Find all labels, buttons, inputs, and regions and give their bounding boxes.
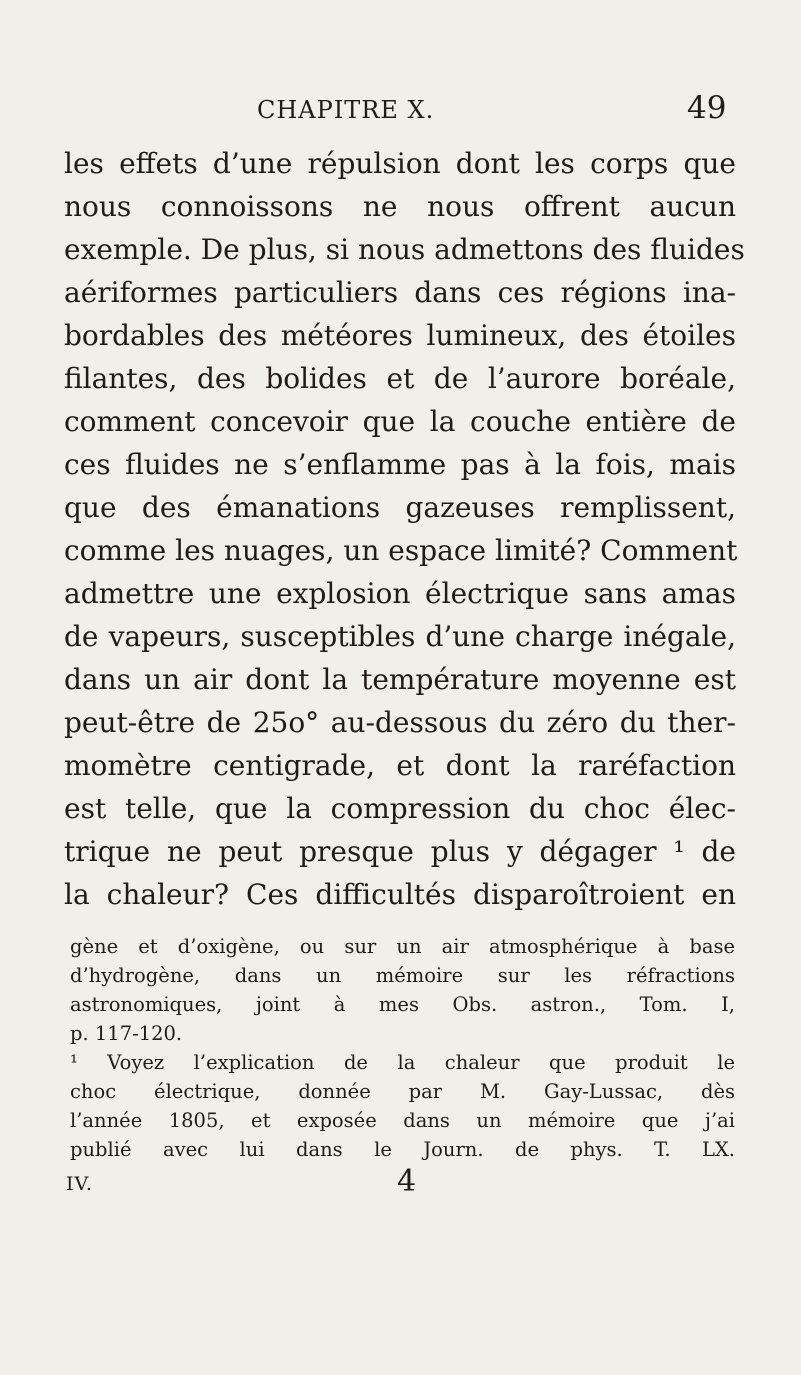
text-line: peut-être de 25o° au-dessous du zéro du ther- [64,706,736,739]
signature-mark: IV. [66,1173,93,1195]
signature-number: 4 [397,1164,417,1199]
text-line: aériformes particuliers dans ces régions ina- [64,276,736,309]
page-header [0,90,801,130]
text-line: les effets d’une répulsion dont les corps que [64,147,736,180]
text-line: comme les nuages, un espace limité? Comment [64,534,738,567]
text-line: filantes, des bolides et de l’aurore boréale, [64,362,736,395]
text-line: est telle, que la compression du choc élec- [64,792,736,825]
text-line: dans un air dont la température moyenne est [64,663,736,696]
footnote-line: d’hydrogène, dans un mémoire sur les réfractions [70,964,735,987]
text-line: admettre une explosion électrique sans amas [64,577,736,610]
text-line: momètre centigrade, et dont la raréfaction [64,749,736,782]
footnote-line: astronomiques, joint à mes Obs. astron., Tom. I, [70,993,735,1016]
text-line: bordables des météores lumineux, des étoiles [64,319,736,352]
text-line: que des émanations gazeuses remplissent, [64,491,736,524]
footnote-line: p. 117-120. [70,1022,183,1045]
running-head: CHAPITRE X. [257,96,435,124]
footnote-line: ¹ Voyez l’explication de la chaleur que produit le [70,1051,735,1074]
text-line: trique ne peut presque plus y dégager ¹ de [64,835,736,868]
text-line: comment concevoir que la couche entière de [64,405,736,438]
footnote-line: l’année 1805, et exposée dans un mémoire que j’ai [70,1109,735,1132]
footnote-line: publié avec lui dans le Journ. de phys. T. LX. [70,1138,735,1161]
text-line: la chaleur? Ces difficultés disparoîtroient en [64,878,736,911]
page-number: 49 [687,90,727,126]
footnote-line: gène et d’oxigène, ou sur un air atmosphérique à base [70,935,735,958]
text-line: de vapeurs, susceptibles d’une charge inégale, [64,620,736,653]
footnote-line: choc électrique, donnée par M. Gay-Lussac, dès [70,1080,735,1103]
text-line: ces fluides ne s’enflamme pas à la fois, mais [64,448,736,481]
text-line: exemple. De plus, si nous admettons des fluides [64,233,745,266]
text-line: nous connoissons ne nous offrent aucun [64,190,736,223]
